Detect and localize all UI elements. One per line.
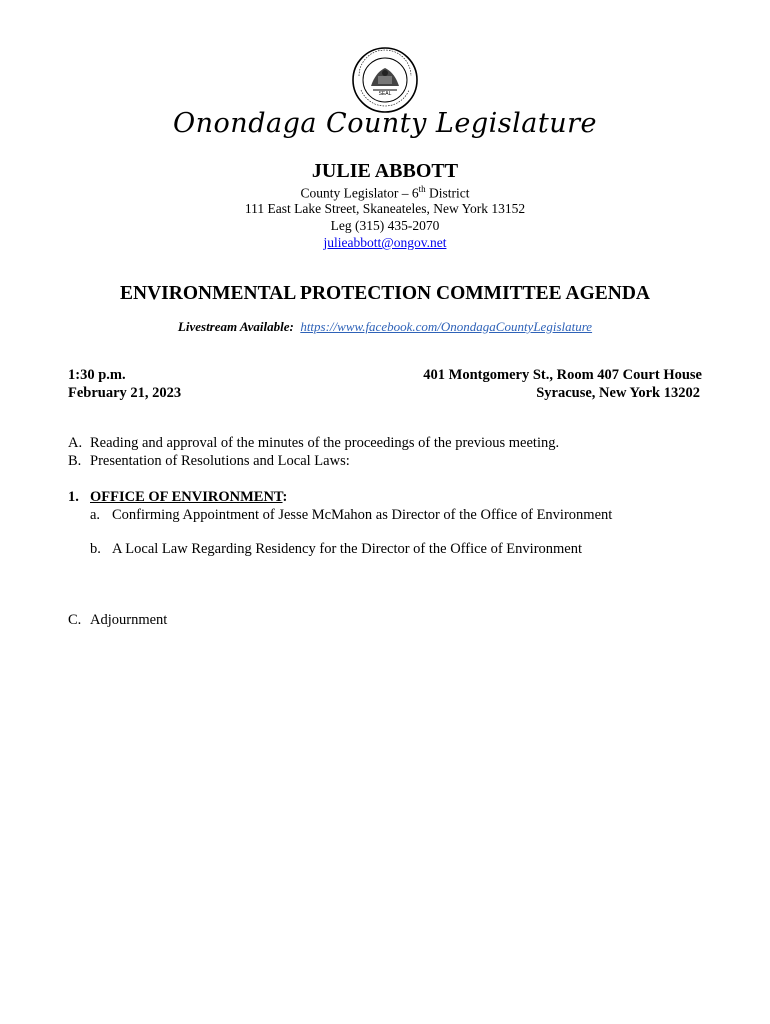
sub-item-marker: a. — [90, 507, 101, 523]
item-marker: A. — [68, 435, 83, 451]
position-prefix: County Legislator – 6 — [300, 185, 419, 201]
org-title: Onondaga County Legislature — [173, 108, 597, 139]
agenda-item-c — [68, 612, 167, 629]
meeting-location-line1: 401 Montgomery St., Room 407 Court House — [423, 367, 702, 383]
livestream-label: Livestream Available: — [177, 319, 294, 334]
svg-text:SEAL: SEAL — [378, 91, 392, 97]
item-marker: B. — [68, 453, 82, 469]
meeting-location-line2: Syracuse, New York 13202 — [536, 385, 700, 401]
county-seal-icon — [351, 46, 419, 114]
section-marker: 1. — [68, 489, 79, 505]
email-row — [0, 235, 770, 251]
item-text: Adjournment — [90, 612, 168, 628]
item-marker: C. — [68, 612, 82, 628]
position-suffix-sup: th — [418, 184, 426, 194]
section-colon: : — [282, 489, 288, 505]
legislator-phone: Leg (315) 435-2070 — [330, 218, 440, 233]
sub-item-text: Confirming Appointment of Jesse McMahon as Director of the Office of Environment — [112, 507, 613, 523]
agenda-item-a — [68, 435, 559, 452]
meeting-date: February 21, 2023 — [68, 385, 182, 401]
sub-item-text: A Local Law Regarding Residency for the Director of the Office of Environment — [112, 541, 583, 557]
position-suffix: District — [425, 185, 470, 201]
item-text: Reading and approval of the minutes of the proceedings of the previous meeting. — [90, 435, 560, 451]
agenda-item-b — [68, 453, 350, 470]
email-link[interactable]: julieabbott@ongov.net — [323, 235, 447, 250]
section-office-of-environment — [68, 489, 287, 506]
legislator-address: 111 East Lake Street, Skaneateles, New York 13152 — [244, 201, 526, 216]
sub-item-b — [90, 541, 582, 558]
sub-item-marker: b. — [90, 541, 101, 557]
section-title: OFFICE OF ENVIRONMENT — [90, 489, 283, 505]
livestream-link[interactable]: https://www.facebook.com/OnondagaCountyLegislature — [300, 319, 593, 334]
sub-item-a — [90, 507, 612, 524]
item-text: Presentation of Resolutions and Local Laws: — [90, 453, 350, 469]
legislator-name: JULIE ABBOTT — [311, 160, 459, 182]
meeting-time: 1:30 p.m. — [68, 367, 126, 383]
agenda-title: ENVIRONMENTAL PROTECTION COMMITTEE AGENDA — [120, 283, 650, 304]
livestream-row — [0, 319, 770, 335]
legislator-position — [0, 184, 770, 202]
